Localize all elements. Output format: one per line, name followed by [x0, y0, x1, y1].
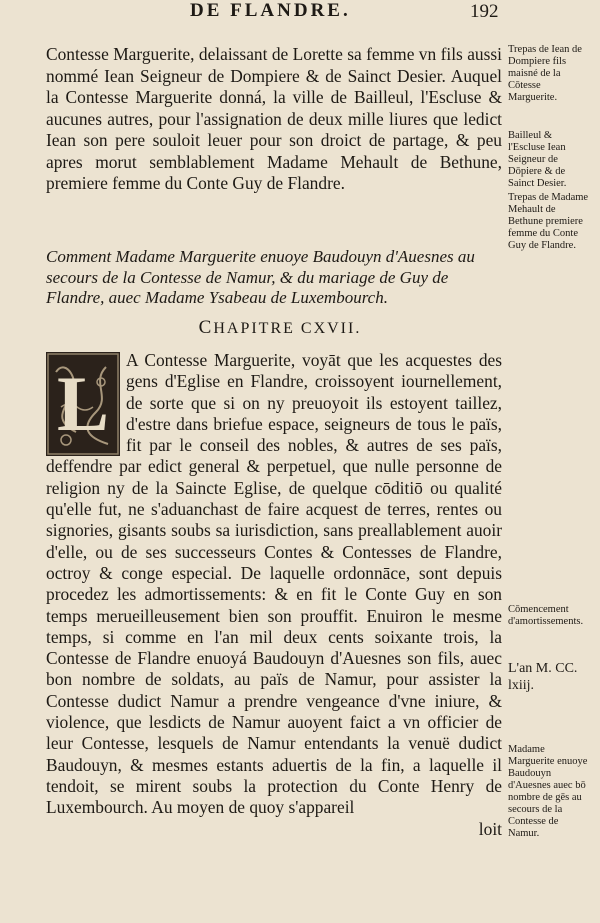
- running-head: DE FLANDRE.: [190, 0, 351, 21]
- catchword: loit: [478, 818, 502, 839]
- margin-note-1: Trepas de Iean de Dompiere fils maisné de la Cōtesse Marguerite.: [508, 44, 582, 103]
- paragraph-1: Contesse Marguerite, delaissant de Lorette sa femme vn fils aussi nommé Iean Seigneur de Dompiere & de Sainct Desier. Auquel la Contesse Marguerite donná, la ville de Bailleul, l'Escluse & aucunes autres, pour l'assignation de deux mille liures que ledict Iean son pere souloit leuer pour son droict de partage, & peu apres morut semblablement Madame Mehault de Bethune, premiere femme du Conte Guy de Flandre.: [46, 44, 502, 193]
- catchword-line: [46, 819, 502, 840]
- paragraph-2-text: A Contesse Marguerite, voyāt que les acquestes des gens d'Eglise en Flandre, croissoyent iournellement, de sorte que si on ny preuoyoit ils estoyent taillez, d'estre dans briefue espace, seigneurs de tous le païs, fit par le conseil des nobles, & autres de ses païs, deffendre par edict general & perpetuel, que nulle personne de religion ny de la Saincte Eglise, de quelque cōditiō ou qualité qu'elle fut, ne s'aduanchast de faire acquest de terres, rentes ou signories, gisants soubs sa iurisdiction, sans preallablement auoir d'elle, ou de ses successeurs Contes & Contesses de Flandre, octroy & conge especial. De laquelle ordonnāce, sont depuis procedez les admortissements: & en fit le Conte Guy en son temps merueilleusement bien son prouffit. Enuiron le mesme temps, si comme en l'an mil deux cents soixante trois, la Contesse de Flandre enuoyá Baudouyn d'Auesnes son fils, auec bon nombre de soldats, au païs de Namur, pour assister la Contesse dudict Namur a prendre vengeance d'vne iniure, & violence, que lesdicts de Namur auoyent faict a vn officier de leur Contesse, lesquels de Namur entendants la venuë dudict Baudouyn, & mesmes estants aduertis de la fin, a laquelle il tendoit, se mirent soubs la protection du Conte Henry de Luxembourch. Au moyen de quoy s'appareil: [46, 350, 502, 818]
- margin-note-4: Cōmencement d'amortissements.: [508, 604, 584, 627]
- chapter-title: [0, 317, 560, 339]
- margin-note-5: L'an M. CC. lxiij.: [508, 661, 578, 693]
- page-number: 192: [470, 1, 499, 22]
- chapter-title-initial: C: [198, 317, 214, 338]
- dropcap-letter: L: [56, 360, 110, 447]
- page-header: [0, 0, 600, 22]
- chapter-heading: Comment Madame Marguerite enuoye Baudouyn d'Auesnes au secours de la Contesse de Namur, & du mariage de Guy de Flandre, auec Madame Ysabeau de Luxembourch.: [46, 247, 475, 307]
- chapter-title-rest: HAPITRE CXVII.: [213, 320, 362, 337]
- paragraph-block: [46, 44, 502, 195]
- ornate-dropcap: [46, 352, 120, 456]
- margin-note-6: Madame Marguerite enuoye Baudouyn d'Auesnes auec bō nombre de gēs au secours de la Contesse de Namur.: [508, 744, 588, 839]
- margin-note-3: Trepas de Madame Mehault de Bethune premiere femme du Conte Guy de Flandre.: [508, 192, 589, 251]
- chapter-body: [46, 350, 502, 840]
- margin-note-2: Bailleul & l'Escluse Iean Seigneur de Dōpiere & de Sainct Desier.: [508, 130, 567, 189]
